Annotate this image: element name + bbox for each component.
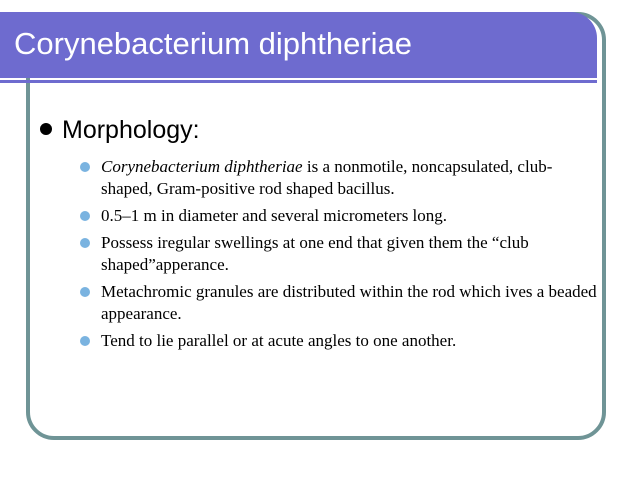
bullet-icon [80,238,90,248]
bullet-icon [80,336,90,346]
list-item [80,205,600,227]
list-item-text: Tend to lie parallel or at acute angles to one another. [101,331,457,350]
bullet-icon [80,287,90,297]
list-item-text: Metachromic granules are distributed within the rod which ives a beaded appearance. [101,282,597,323]
heading-text: Morphology: [62,116,200,144]
list-item-text: 0.5–1 m in diameter and several micrometers long. [101,206,448,225]
heading-item [40,116,200,145]
slide-title: Corynebacterium diphtheriae [14,26,413,61]
list-item-text: Possess iregular swellings at one end that given them the “club shaped”apperance. [101,233,529,274]
bullet-icon [40,123,52,135]
list-item [80,281,600,325]
bullet-icon [80,162,90,172]
list-item-text: is a nonmotile, noncapsulated, club-shaped, Gram-positive rod shaped bacillus. [101,157,553,198]
bullet-icon [80,211,90,221]
bullet-list [80,156,600,357]
list-item [80,156,600,200]
title-underline [0,80,597,83]
list-item [80,330,600,352]
species-name: Corynebacterium diphtheriae [101,157,303,176]
list-item [80,232,600,276]
